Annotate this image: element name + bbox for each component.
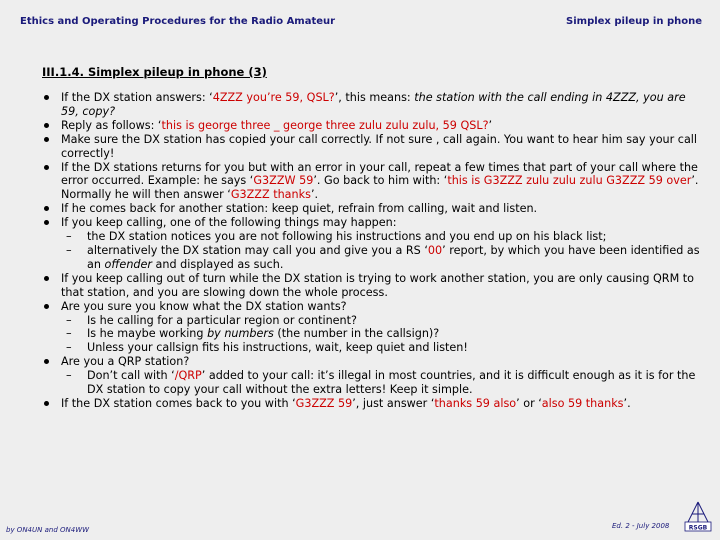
bullet-comes-back: If the DX station comes back to you with ‘G3ZZZ 59’, just answer ‘thanks 59 also’ or ‘also 59 thanks’. (42, 397, 702, 411)
footer-edition: Ed. 2 - July 2008 (612, 522, 670, 530)
bullet-out-of-turn: If you keep calling out of turn while the DX station is trying to work another station, you are only causing QRM to that station, and you are slowing down the whole process. (42, 272, 702, 300)
rsgb-logo (682, 500, 714, 534)
sub-region: – Is he calling for a particular region or continent? (66, 313, 357, 327)
bullet-dx-answers: If the DX station answers: ‘4ZZZ you’re 59, QSL?’, this means: the station with the call ending in 4ZZZ, you are 59, copy? (42, 91, 702, 119)
bullet-reply: Reply as follows: ‘this is george three _ george three zulu zulu zulu, 59 QSL?’ (42, 119, 702, 133)
bullet-another-station: If he comes back for another station: keep quiet, refrain from calling, wait and listen. (42, 202, 702, 216)
footer-authors: by ON4UN and ON4WW (6, 526, 90, 534)
header-title: Ethics and Operating Procedures for the Radio Amateur (20, 16, 336, 27)
header-subtitle: Simplex pileup in phone (566, 16, 702, 27)
bullet-keep-calling: If you keep calling, one of the following things may happen: (42, 216, 702, 230)
sub-by-numbers: – Is he maybe working by numbers (the number in the callsign)? (66, 327, 440, 341)
slide-title: III.1.4. Simplex pileup in phone (3) (42, 65, 267, 79)
bullet-what-dx-wants: Are you sure you know what the DX station wants? (42, 300, 702, 314)
sub-rs-report: – alternatively the DX station may call you and give you a RS ‘00’ report, by which you have been identified as an offender and displayed as such. (66, 243, 700, 271)
slide-content (42, 91, 702, 411)
sub-black-list: – the DX station notices you are not following his instructions and you end up on his black list; (66, 230, 607, 244)
bullet-qrp: Are you a QRP station? (42, 355, 702, 369)
sub-qrp-suffix: – Don’t call with ‘/QRP’ added to your call: it’s illegal in most countries, and it is difficult enough as it is for the DX station to copy your call without the extra letters! Keep it simple. (66, 369, 696, 397)
bullet-error-in-call: If the DX stations returns for you but with an error in your call, repeat a few times that part of your call where the error occurred. Example: he says ‘G3ZZW 59’. Go back to him with: ‘this is G3ZZZ zulu zulu zulu G3ZZZ 59 over’. Normally he will then answer ‘G3ZZZ thanks’. (42, 161, 702, 203)
sub-wait-listen: – Unless your callsign fits his instructions, wait, keep quiet and listen! (66, 341, 468, 355)
bullet-check-call: Make sure the DX station has copied your call correctly. If not sure , call again. You want to hear him say your call correctly! (42, 133, 702, 161)
logo-text: RSGB (688, 524, 708, 532)
